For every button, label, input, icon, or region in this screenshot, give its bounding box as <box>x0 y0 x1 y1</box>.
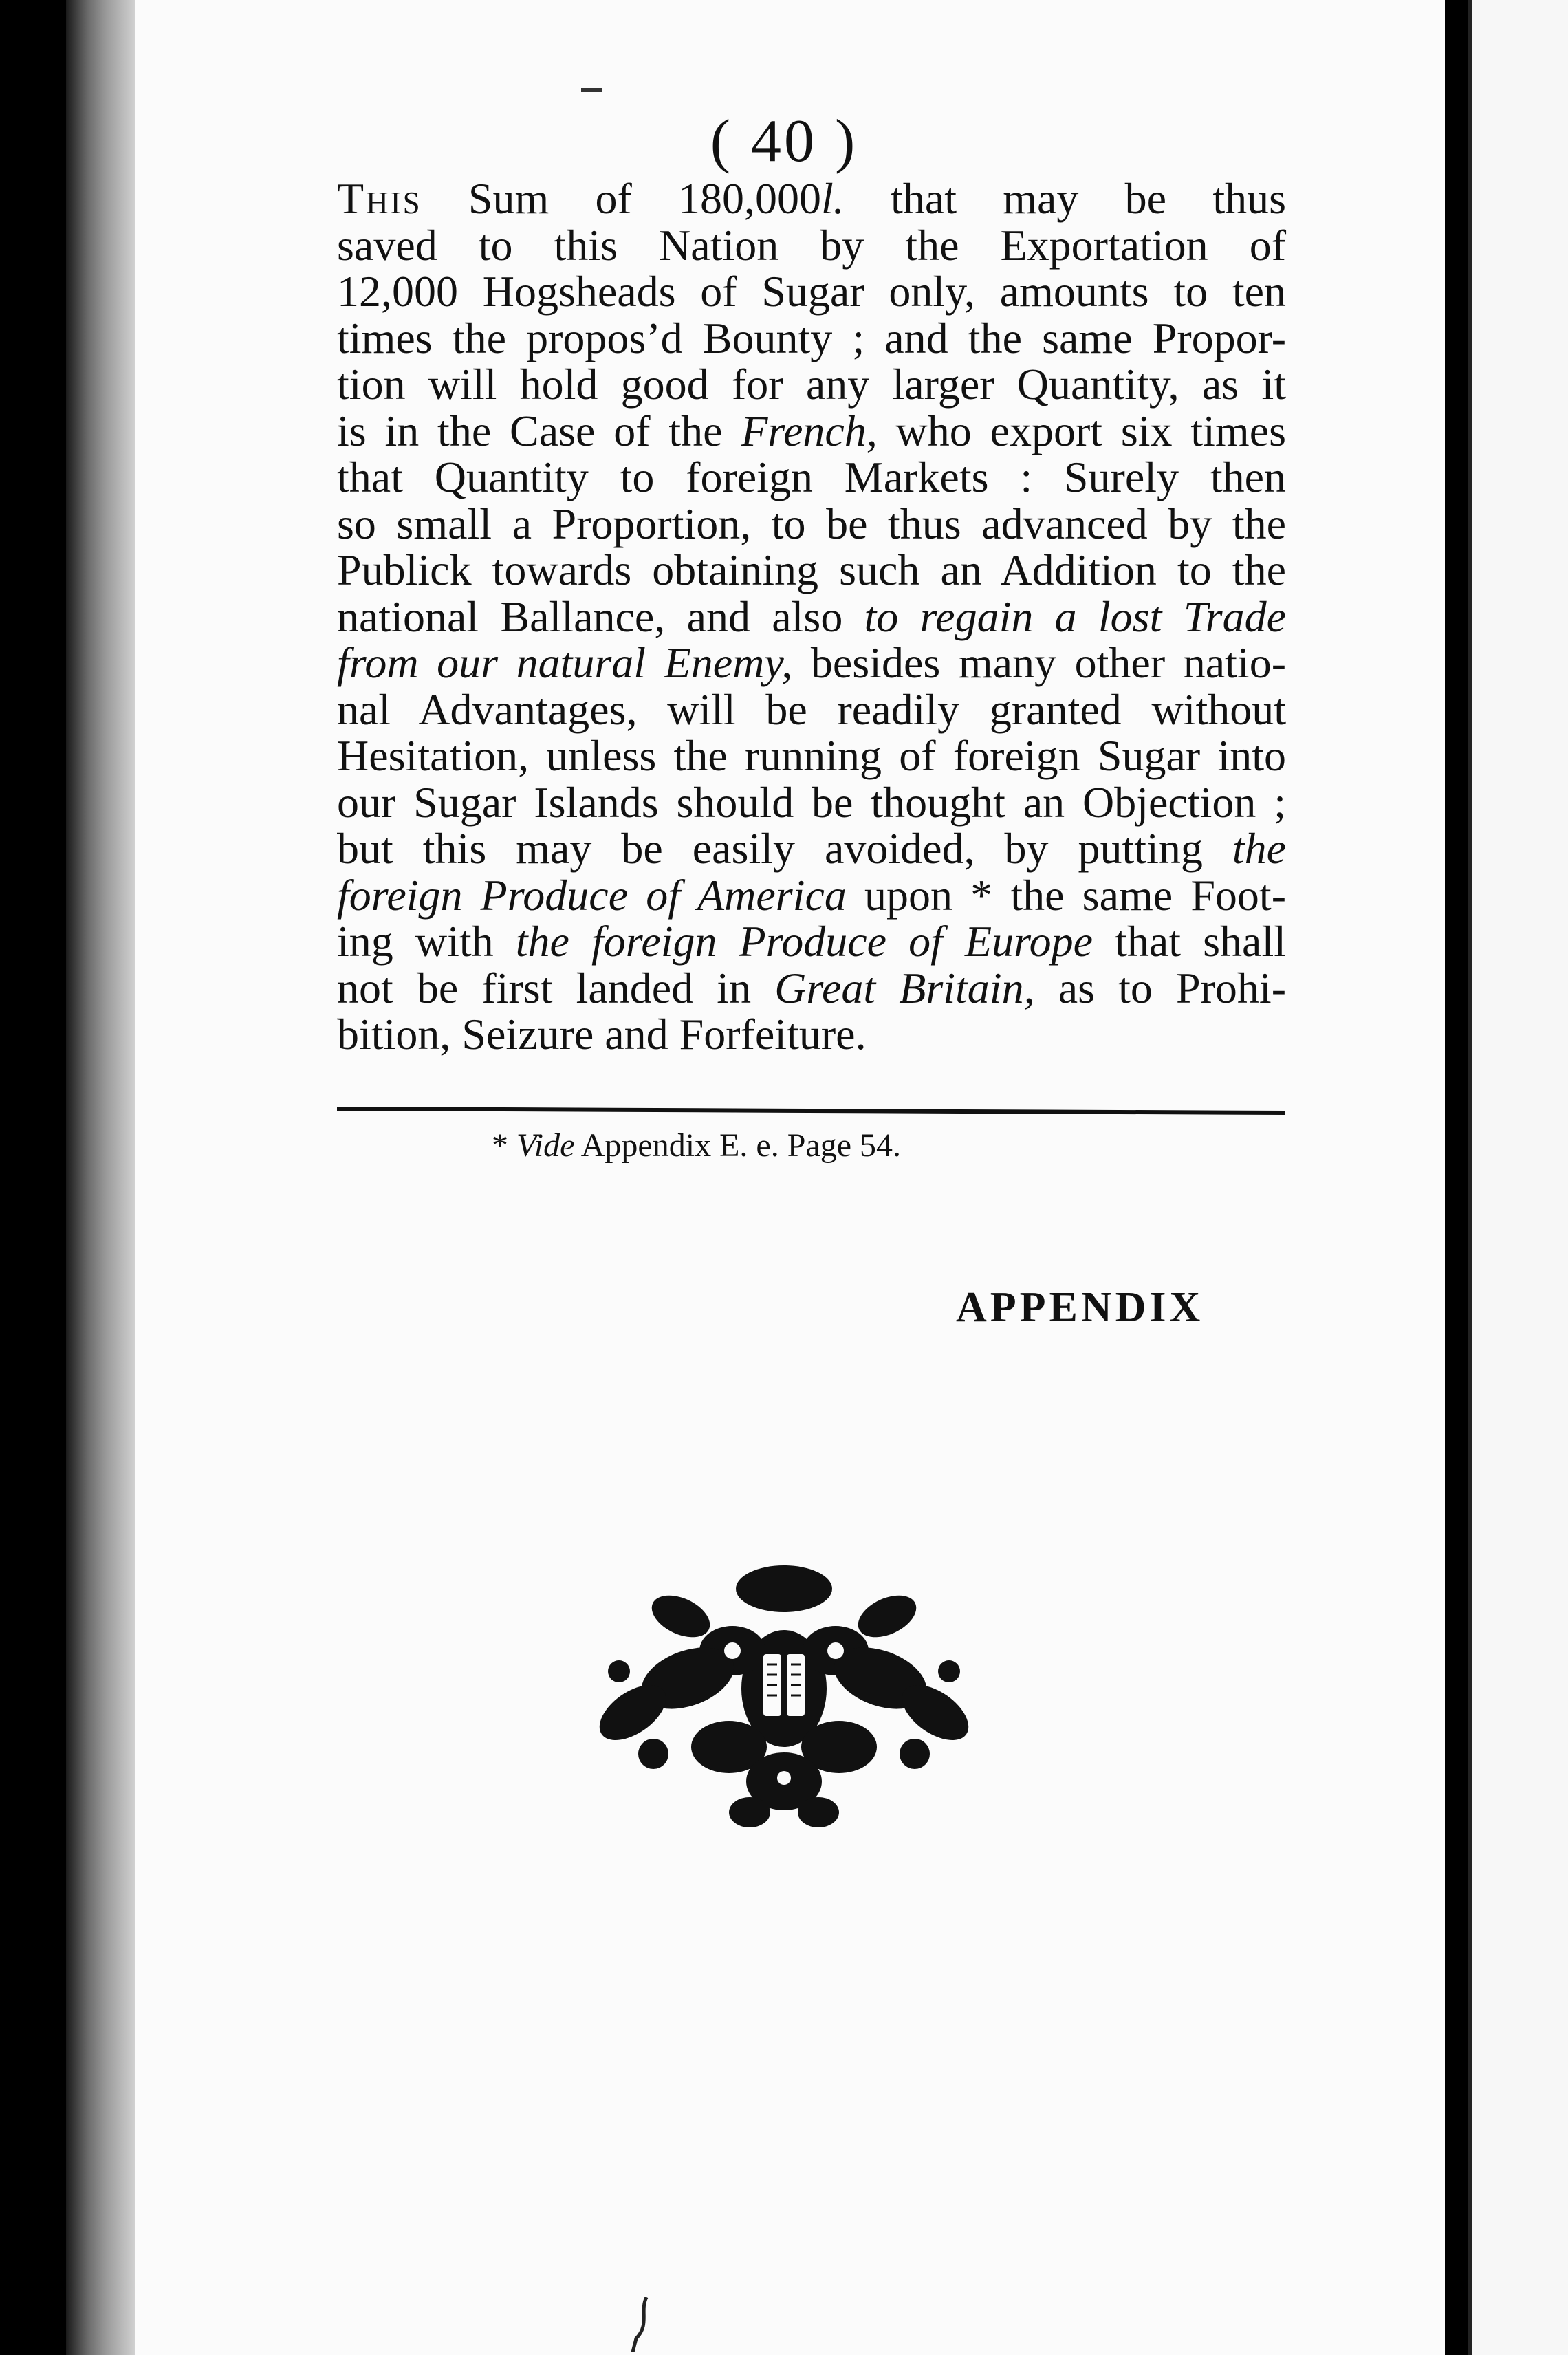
facing-page-edge <box>1468 0 1568 2355</box>
text-line <box>337 454 1286 501</box>
text-run-plain: tion will hold good for any larger Quantity, as it <box>337 360 1286 409</box>
text-line <box>337 501 1286 547</box>
text-line <box>337 965 1286 1012</box>
text-line <box>337 640 1286 686</box>
footnote-text: Appendix E. e. Page 54. <box>574 1127 901 1164</box>
text-run-plain: ing with <box>337 917 516 966</box>
text-run-plain: times the propos’d Bounty ; and the same Propor- <box>337 313 1286 362</box>
text-line <box>337 686 1286 733</box>
text-line <box>337 732 1286 779</box>
text-run-plain: 12,000 Hogsheads of Sugar only, amounts to ten <box>337 267 1286 316</box>
text-run-italic: Great Britain, <box>774 963 1035 1012</box>
catchword: APPENDIX <box>956 1284 1204 1331</box>
text-run-plain: nal Advantages, will be readily granted without <box>337 684 1286 734</box>
text-run-italic: the foreign Produce of Europe <box>515 917 1093 966</box>
text-run-smallcaps: This <box>337 174 422 223</box>
text-run-plain: Publick towards obtaining such an Addition to the <box>337 545 1286 594</box>
text-line <box>337 547 1286 594</box>
text-run-plain: is in the Case of the <box>337 406 741 455</box>
text-run-italic: to regain a lost Trade <box>864 592 1286 641</box>
text-line <box>337 594 1286 640</box>
text-run-plain: but this may be easily avoided, by putting <box>337 824 1232 873</box>
text-line <box>337 361 1286 408</box>
page-number: ( 40 ) <box>710 108 858 175</box>
text-run-post: upon * the same Foot- <box>846 870 1286 920</box>
text-line <box>337 872 1286 919</box>
text-run-plain: national Ballance, and also <box>337 592 864 641</box>
text-run-plain: bition, Seizure and Forfeiture. <box>337 1010 867 1059</box>
text-line <box>337 315 1286 362</box>
text-run-plain: not be first landed in <box>337 963 775 1012</box>
text-run-italic: the <box>1232 824 1286 873</box>
footnote-mark: * <box>492 1127 516 1164</box>
text-run-italic: from our natural Enemy, <box>337 638 793 687</box>
text-run-plain: saved to this Nation by the Exportation of <box>337 220 1286 270</box>
text-run-post: besides many other natio- <box>792 638 1287 687</box>
text-line <box>337 222 1286 269</box>
text-run-plain: that Quantity to foreign Markets : Surely then <box>337 453 1286 501</box>
text-run-post: that shall <box>1093 917 1287 966</box>
footnote <box>492 1127 901 1164</box>
text-line <box>337 825 1286 872</box>
text-run-plain: our Sugar Islands should be thought an Objection ; <box>337 777 1286 827</box>
text-line <box>337 779 1286 826</box>
text-line <box>337 918 1286 965</box>
text-run-plain: so small a Proportion, to be thus advanced by the <box>337 499 1286 548</box>
ink-mark <box>581 88 602 92</box>
text-line <box>337 1011 1286 1058</box>
text-run-italic: foreign Produce of America <box>337 870 847 920</box>
text-run-plain: Hesitation, unless the running of foreign Sugar into <box>337 731 1286 780</box>
text-run-plain: Sum of 180,000 <box>422 174 822 223</box>
book-spine-shadow <box>66 0 139 2355</box>
text-line <box>337 268 1286 315</box>
footnote-vide: Vide <box>516 1127 575 1164</box>
ink-flourish-icon <box>626 2297 660 2352</box>
text-run-post: who export six times <box>877 406 1287 455</box>
woodcut-ornament-icon <box>578 1541 990 1830</box>
text-run-post: as to Prohi- <box>1034 963 1287 1012</box>
text-run-italic: French, <box>741 406 878 455</box>
body-paragraph <box>337 175 1286 1058</box>
text-line <box>337 408 1286 455</box>
text-run-italic: l. <box>821 174 845 223</box>
text-line <box>337 175 1286 222</box>
text-run-post: that may be thus <box>844 174 1287 223</box>
